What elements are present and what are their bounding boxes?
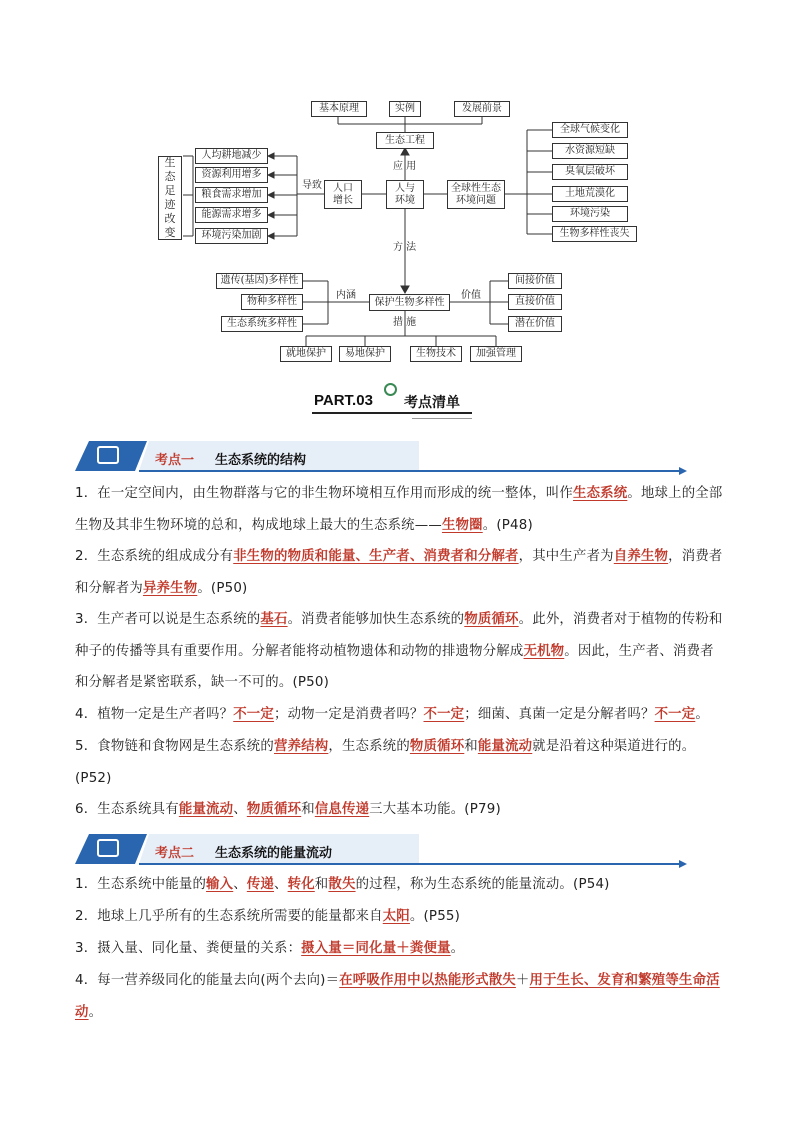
paragraph-1: 1．在一定空间内，由生物群落与它的非生物环境相互作用而形成的统一整体，叫作生态系统。地球上的全部生物及其非生物环境的总和，构成地球上最大的生态系统——生物圈。(P48) xyxy=(75,486,723,533)
arrow-icon xyxy=(679,860,687,868)
paragraph-q2: 2．地球上几乎所有的生态系统所需要的能量都来自太阳。(P55) xyxy=(75,909,461,924)
paragraph-3: 3．生产者可以说是生态系统的基石。消费者能够加快生态系统的物质循环。此外，消费者对于植物的传粉和种子的传播等具有重要作用。分解者能将动植物遗体和动物的排遗物分解成无机物。因此，生产者、消费者和分解者是紧密联系，缺一不可的。(P50) xyxy=(75,612,723,690)
node-right-item: 水资源短缺 xyxy=(552,143,628,159)
answer: 不一定 xyxy=(423,707,465,722)
answer: 营养结构 xyxy=(274,739,329,754)
answer: 自养生物 xyxy=(613,549,669,564)
node-diversity-item: 物种多样性 xyxy=(241,294,303,310)
answer: 在呼吸作用中以热能形式散失 xyxy=(339,973,516,988)
label-connotation: 内涵 xyxy=(336,290,356,301)
section-header-kp2 xyxy=(75,834,685,864)
node-population-growth: 人口 增长 xyxy=(324,180,362,209)
answer: 非生物的物质和能量、生产者、消费者和分解者 xyxy=(233,549,519,564)
arrow-icon xyxy=(679,467,687,475)
node-example: 实例 xyxy=(389,101,421,117)
answer: 不一定 xyxy=(233,707,274,722)
node-diversity-item: 生态系统多样性 xyxy=(221,316,303,332)
node-protect-biodiversity: 保护生物多样性 xyxy=(369,294,450,311)
divider xyxy=(412,418,472,419)
answer: 无机物 xyxy=(523,643,565,659)
paragraph-2: 2．生态系统的组成成分有非生物的物质和能量、生产者、消费者和分解者，其中生产者为自养生物，消费者和分解者为异养生物。(P50) xyxy=(75,549,723,596)
node-right-item: 全球气候变化 xyxy=(552,122,628,138)
answer: 生态系统 xyxy=(572,486,628,501)
notepad-icon xyxy=(75,441,147,471)
paragraph-4: 4．植物一定是生产者吗？不一定；动物一定是消费者吗？不一定；细菌、真菌一定是分解者吗？不一定。 xyxy=(75,707,709,722)
answer: 用于生长、发育和繁殖等生命活动 xyxy=(75,973,720,1020)
answer: 输入 xyxy=(206,877,234,892)
node-measure-item: 加强管理 xyxy=(470,346,522,362)
node-left-item: 人均耕地减少 xyxy=(195,148,268,164)
node-value-item: 潜在价值 xyxy=(508,316,562,332)
answer: 能量流动 xyxy=(178,802,234,817)
divider xyxy=(312,412,472,414)
section-number: 考点一 xyxy=(155,453,195,468)
section-underline xyxy=(139,470,685,472)
section-header-kp1 xyxy=(75,441,685,471)
node-measure-item: 就地保护 xyxy=(280,346,332,362)
node-left-item: 环境污染加剧 xyxy=(195,228,268,244)
node-value-item: 直接价值 xyxy=(508,294,562,310)
answer: 物质循环 xyxy=(246,802,302,817)
part-header xyxy=(312,386,492,414)
node-right-item: 土地荒漠化 xyxy=(552,186,628,202)
node-eco-footprint-change xyxy=(158,156,182,240)
paragraph-q4: 4．每一营养级同化的能量去向(两个去向)＝在呼吸作用中以热能形式散失＋用于生长、发育和繁殖等生命活动。 xyxy=(75,973,720,1020)
answer: 散失 xyxy=(328,877,356,892)
node-human-environment: 人与 环境 xyxy=(386,180,424,209)
part-code: PART.03 xyxy=(314,392,373,409)
section-title: 生态系统的能量流动 xyxy=(215,846,333,861)
node-eco-engineering: 生态工程 xyxy=(376,132,434,149)
answer: 太阳 xyxy=(382,909,410,924)
node-right-item: 生物多样性丧失 xyxy=(552,226,637,242)
paragraph-6: 6．生态系统具有能量流动、物质循环和信息传递三大基本功能。(P79) xyxy=(75,802,501,817)
answer: 物质循环 xyxy=(464,612,519,627)
answer: 异养生物 xyxy=(142,580,198,596)
node-right-item: 环境污染 xyxy=(552,206,628,222)
answer: 物质循环 xyxy=(409,739,465,754)
answer: 摄入量＝同化量＋粪便量 xyxy=(301,941,451,956)
node-global-issues: 全球性生态 环境问题 xyxy=(447,180,505,209)
section-number: 考点二 xyxy=(155,846,195,861)
node-left-item: 能源需求增多 xyxy=(195,207,268,223)
answer: 传递 xyxy=(246,877,275,892)
label-apply: 应 用 xyxy=(393,161,417,172)
paragraph-q3: 3．摄入量、同化量、粪便量的关系：摄入量＝同化量＋粪便量。 xyxy=(75,941,465,956)
paragraph-q1: 1．生态系统中能量的输入、传递、转化和散失的过程，称为生态系统的能量流动。(P54) xyxy=(75,877,610,892)
label-method: 方 法 xyxy=(393,242,417,253)
node-value-item: 间接价值 xyxy=(508,273,562,289)
node-measure-item: 易地保护 xyxy=(339,346,391,362)
answer: 能量流动 xyxy=(477,739,533,754)
answer: 不一定 xyxy=(654,707,696,722)
node-measure-item: 生物技术 xyxy=(410,346,462,362)
eco-footprint-text: 生态足迹改变 xyxy=(164,156,176,239)
paragraph-5: 5．食物链和食物网是生态系统的营养结构，生态系统的物质循环和能量流动就是沿着这种渠道进行的。(P52) xyxy=(75,739,696,786)
node-prospect: 发展前景 xyxy=(454,101,510,117)
answer: 转化 xyxy=(287,877,315,892)
node-left-item: 粮食需求增加 xyxy=(195,187,268,203)
part-title: 考点清单 xyxy=(404,395,460,411)
concept-map xyxy=(0,0,794,370)
section-underline xyxy=(139,863,685,865)
answer: 生物圈 xyxy=(441,517,483,533)
node-right-item: 臭氧层破坏 xyxy=(552,164,628,180)
label-value: 价值 xyxy=(461,290,481,301)
notepad-icon xyxy=(75,834,147,864)
answer: 信息传递 xyxy=(314,802,370,817)
answer: 基石 xyxy=(260,612,288,627)
section-title: 生态系统的结构 xyxy=(215,453,307,468)
node-principle: 基本原理 xyxy=(311,101,367,117)
label-measures: 措 施 xyxy=(393,317,417,328)
label-lead-to: 导致 xyxy=(302,180,322,191)
node-diversity-item: 遗传(基因)多样性 xyxy=(216,273,303,289)
circle-icon xyxy=(384,383,397,396)
node-left-item: 资源利用增多 xyxy=(195,167,268,183)
